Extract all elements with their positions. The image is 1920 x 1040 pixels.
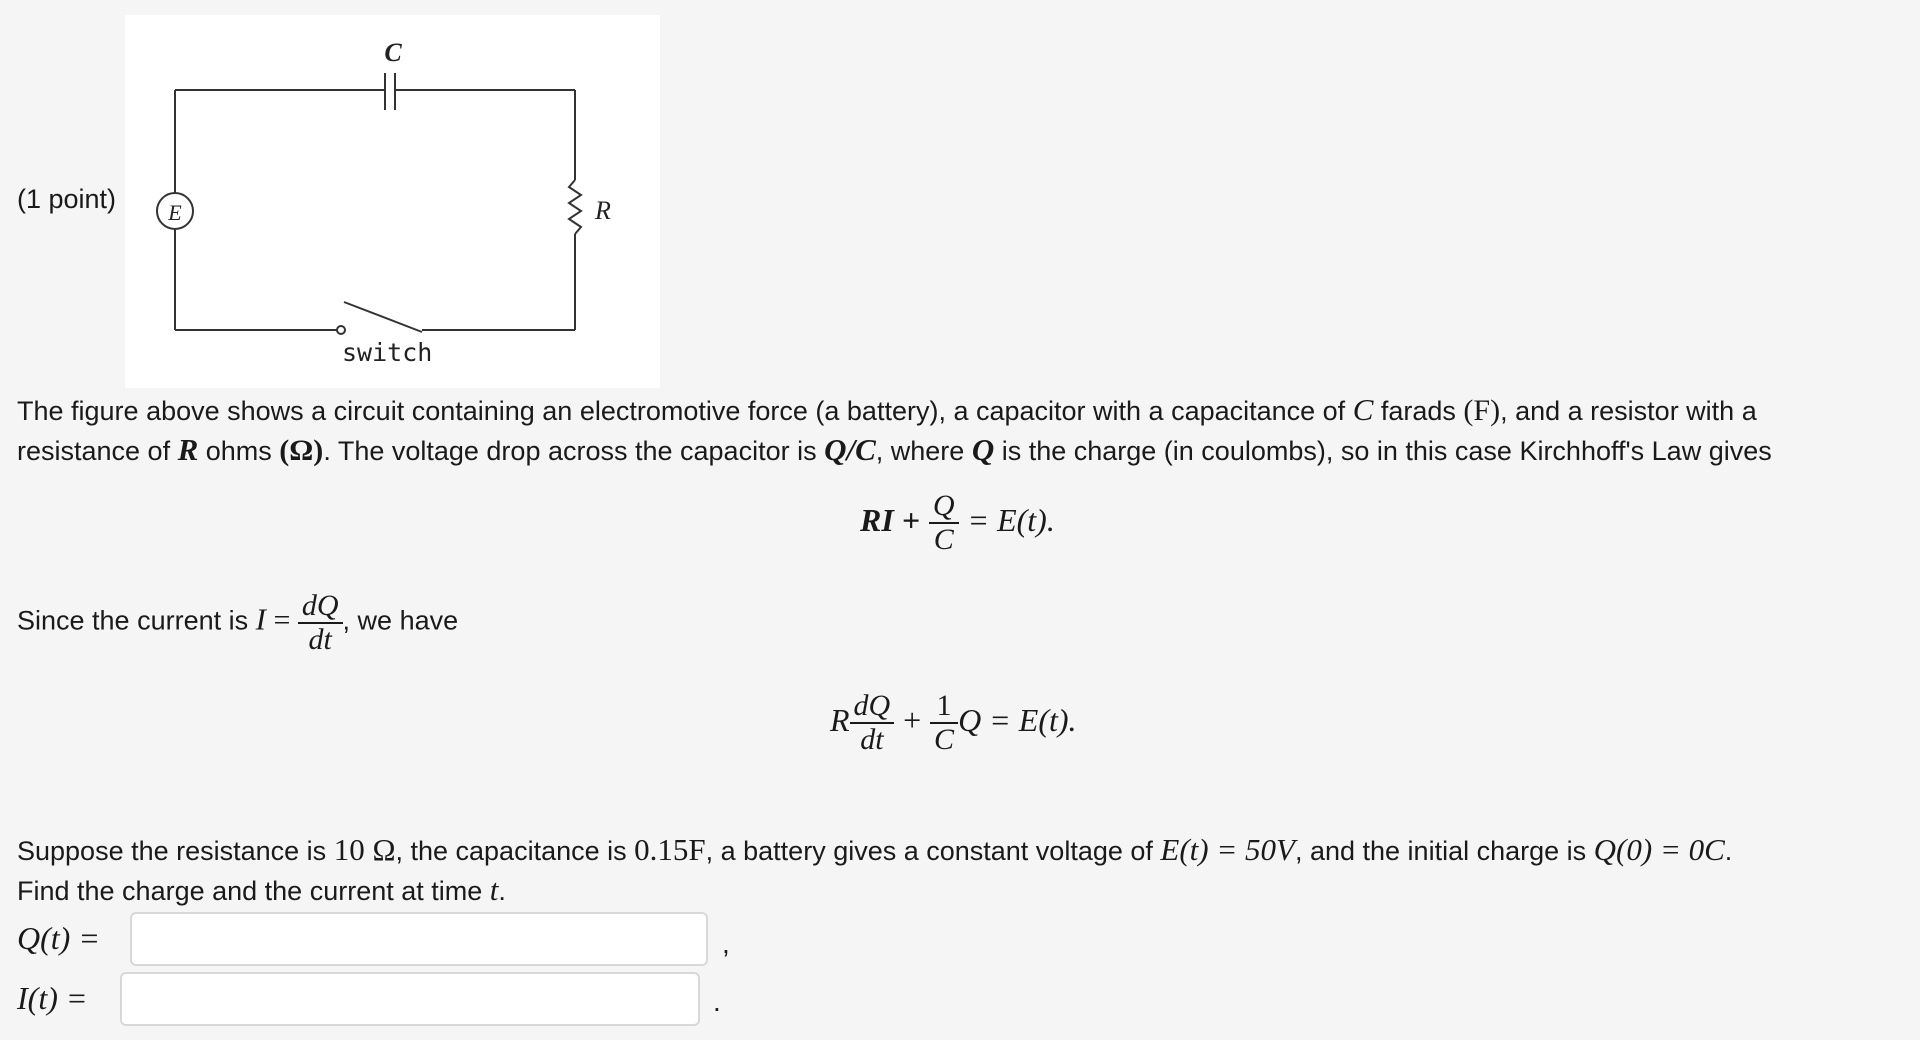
current-answer-input[interactable] (120, 972, 700, 1026)
resistor-label: R (595, 196, 611, 225)
switch-pivot (337, 326, 345, 334)
charge-answer-input[interactable] (130, 912, 708, 966)
capacitor-label: C (384, 38, 402, 67)
charge-label: Q(t) = (17, 920, 100, 956)
circuit-figure (125, 15, 660, 388)
one-over-c-fraction: $\frac{1}{C}$ (930, 690, 958, 755)
circuit-diagram (125, 15, 660, 388)
emf-label: E (168, 200, 182, 225)
question-line-1: Suppose the resistance is 10 Ω, the capacitance is 0.15F, a battery gives a constant voltage of E(t) = 50V, and the initial charge is Q(0) = 0C. (17, 832, 1733, 867)
q-over-c-fraction: $\frac{Q}{C}$ (929, 490, 959, 555)
charge-answer-comma: , (722, 928, 730, 959)
switch-label: switch (342, 338, 433, 367)
dq-dt-fraction: $\frac{dQ}{dt}$ (298, 590, 343, 655)
intro-line-1: The figure above shows a circuit containing an electromotive force (a battery), a capacitor with a capacitance of C farads (F), and a resistor with a (17, 392, 1757, 427)
differential-equation: R $\frac{dQ}{dt}$ + $\frac{1}{C}$ Q = E(t). (830, 689, 1077, 756)
current-answer-period: . (713, 986, 721, 1017)
current-definition: Since the current is I = $\frac{dQ}{dt}$ , we have (17, 589, 459, 656)
points-label: (1 point) (17, 184, 117, 214)
intro-line-2: resistance of R ohms (Ω). The voltage drop across the capacitor is Q/C, where Q is the charge (in coulombs), so in this case Kirchhoff's Law gives (17, 432, 1772, 467)
switch-lever (344, 302, 422, 332)
current-label: I(t) = (17, 980, 88, 1016)
kirchhoff-equation: RI + $\frac{Q}{C}$ = E(t). (860, 489, 1055, 556)
dq-dt-fraction-2: $\frac{dQ}{dt}$ (850, 690, 895, 755)
question-line-2: Find the charge and the current at time t. (17, 872, 506, 907)
resistor (569, 180, 581, 234)
